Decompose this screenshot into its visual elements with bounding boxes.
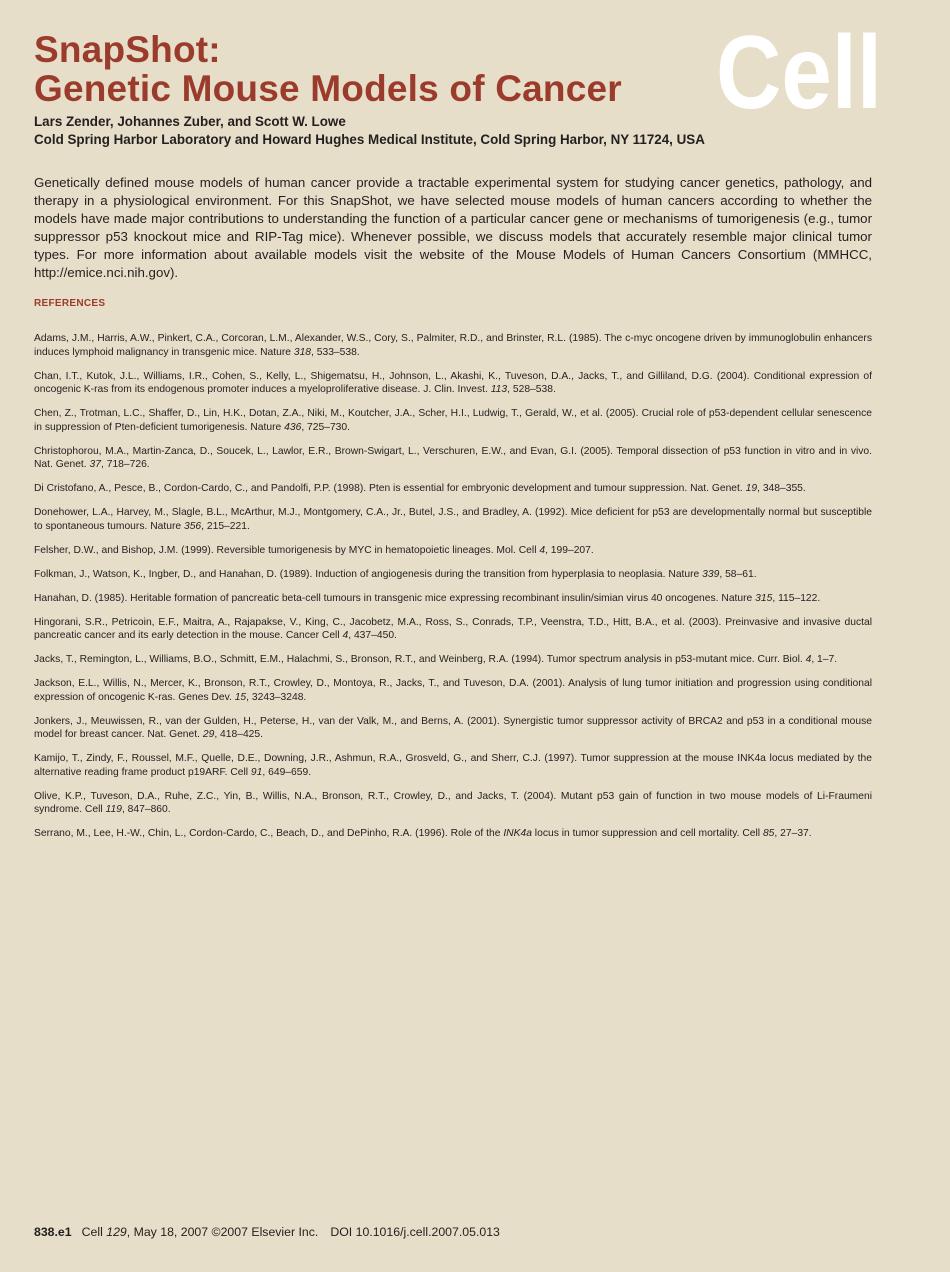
footer-date-copyright: , May 18, 2007 ©2007 Elsevier Inc. (126, 1225, 319, 1239)
reference-item: Kamijo, T., Zindy, F., Roussel, M.F., Quelle, D.E., Downing, J.R., Ashmun, R.A., Grosveld, G., and Sherr, C.J. (1997). Tumor suppression at the mouse INK4a locus mediated by the alternative reading frame product p19ARF. Cell 91, 649–659. (34, 753, 872, 778)
reference-item: Chen, Z., Trotman, L.C., Shaffer, D., Lin, H.K., Dotan, Z.A., Niki, M., Koutcher, J.A., Scher, H.I., Ludwig, T., Gerald, W., et al. (2005). Crucial role of p53-dependent cellular senescence in suppression of Pten-deficient tumorigenesis. Nature 436, 725–730. (34, 408, 872, 433)
affiliation: Cold Spring Harbor Laboratory and Howard Hughes Medical Institute, Cold Spring Harbor, NY 11724, USA (34, 132, 705, 147)
cell-logo (714, 14, 884, 131)
reference-item: Felsher, D.W., and Bishop, J.M. (1999). Reversible tumorigenesis by MYC in hematopoietic lineages. Mol. Cell 4, 199–207. (34, 544, 594, 556)
reference-item: Adams, J.M., Harris, A.W., Pinkert, C.A., Corcoran, L.M., Alexander, W.S., Cory, S., Palmiter, R.D., and Brinster, R.L. (1985). The c-myc oncogene driven by immunoglobulin enhancers induces lymphoid malignancy in transgenic mice. Nature 318, 533–538. (34, 333, 872, 358)
reference-item: Folkman, J., Watson, K., Ingber, D., and Hanahan, D. (1989). Induction of angiogenesis during the transition from hyperplasia to neoplasia. Nature 339, 58–61. (34, 568, 757, 580)
reference-item: Hingorani, S.R., Petricoin, E.F., Maitra, A., Rajapakse, V., King, C., Jacobetz, M.A., Ross, S., Conrads, T.P., Veenstra, T.D., Hitt, B.A., et al. (2003). Preinvasive and invasive ductal pancreatic cancer and its early detection in the mouse. Cancer Cell 4, 437–450. (34, 616, 872, 641)
page-title (34, 30, 622, 108)
reference-item: Jonkers, J., Meuwissen, R., van der Gulden, H., Peterse, H., van der Valk, M., and Berns, A. (2001). Synergistic tumor suppressor activity of BRCA2 and p53 in a conditional mouse model for breast cancer. Nat. Genet. 29, 418–425. (34, 715, 872, 740)
reference-item: Christophorou, M.A., Martin-Zanca, D., Soucek, L., Lawlor, E.R., Brown-Swigart, L., Verschuren, E.W., and Evan, G.I. (2005). Temporal dissection of p53 function in vitro and in vivo. Nat. Genet. 37, 718–726. (34, 445, 872, 470)
footer-volume: 129 (106, 1225, 127, 1239)
abstract: Genetically defined mouse models of human cancer provide a tractable experimental system for studying cancer genetics, pathology, and therapy in a physiological environment. For this SnapShot, we have selected mouse models of human cancers according to whether the models have made major contributions to understanding the function of a particular cancer gene or mechanisms of tumorigenesis (e.g., tumor suppressor p53 knockout mice and RIP-Tag mice). Whenever possible, we discuss models that accurately resemble major clinical tumor types. For more information about available models visit the website of the Mouse Models of Human Cancers Consortium (MMHCC, http://emice.nci.nih.gov). (34, 175, 872, 281)
logo-text: Cell (716, 15, 882, 131)
authors: Lars Zender, Johannes Zuber, and Scott W. Lowe (34, 114, 346, 129)
reference-item: Hanahan, D. (1985). Heritable formation of pancreatic beta-cell tumours in transgenic mice expressing recombinant insulin/simian virus 40 oncogenes. Nature 315, 115–122. (34, 592, 821, 604)
page-footer (34, 1225, 500, 1240)
reference-item: Olive, K.P., Tuveson, D.A., Ruhe, Z.C., Yin, B., Willis, N.A., Bronson, R.T., Crowley, D., and Jacks, T. (2004). Mutant p53 gain of function in two mouse models of Li-Fraumeni syndrome. Cell 119, 847–860. (34, 790, 872, 815)
footer-doi: DOI 10.1016/j.cell.2007.05.013 (330, 1225, 500, 1239)
reference-item: Chan, I.T., Kutok, J.L., Williams, I.R., Cohen, S., Kelly, L., Shigematsu, H., Johnson, L., Akashi, K., Tuveson, D.A., Jacks, T., and Gilliland, D.G. (2004). Conditional expression of oncogenic K-ras from its endogenous promoter induces a myeloproliferative disease. J. Clin. Invest. 113, 528–538. (34, 370, 872, 395)
reference-item: Jackson, E.L., Willis, N., Mercer, K., Bronson, R.T., Crowley, D., Montoya, R., Jacks, T., and Tuveson, D.A. (2001). Analysis of lung tumor initiation and progression using conditional expression of oncogenic K-ras. Genes Dev. 15, 3243–3248. (34, 678, 872, 703)
references-heading: REFERENCES (34, 298, 106, 309)
title-line-1: SnapShot: (34, 29, 221, 70)
reference-item: Donehower, L.A., Harvey, M., Slagle, B.L., McArthur, M.J., Montgomery, C.A., Jr., Butel, J.S., and Bradley, A. (1992). Mice deficient for p53 are developmentally normal but susceptible to spontaneous tumours. Nature 356, 215–221. (34, 507, 872, 532)
references-list (34, 332, 872, 851)
page-number: 838.e1 (34, 1225, 72, 1239)
footer-journal: Cell (81, 1225, 107, 1239)
reference-item: Di Cristofano, A., Pesce, B., Cordon-Cardo, C., and Pandolfi, P.P. (1998). Pten is essential for embryonic development and tumour suppression. Nat. Genet. 19, 348–355. (34, 483, 806, 494)
title-line-2: Genetic Mouse Models of Cancer (34, 68, 622, 109)
reference-item: Jacks, T., Remington, L., Williams, B.O., Schmitt, E.M., Halachmi, S., Bronson, R.T., and Weinberg, R.A. (1994). Tumor spectrum analysis in p53-mutant mice. Curr. Biol. 4, 1–7. (34, 654, 838, 665)
reference-item: Serrano, M., Lee, H.-W., Chin, L., Cordon-Cardo, C., Beach, D., and DePinho, R.A. (1996). Role of the INK4a locus in tumor suppression and cell mortality. Cell 85, 27–37. (34, 828, 812, 839)
